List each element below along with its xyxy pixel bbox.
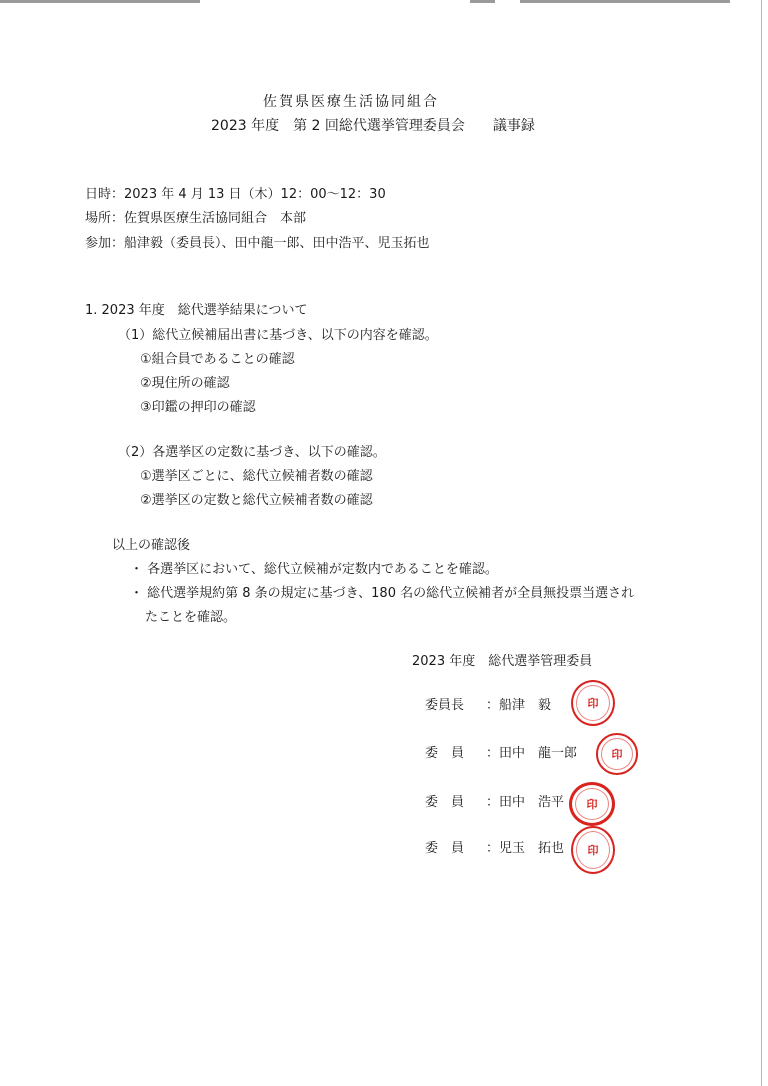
member-role: 委員長: [425, 698, 465, 713]
check-item: ①選挙区ごとに、総代立候補者数の確認: [140, 469, 373, 484]
personal-seal-stamp: [596, 733, 638, 775]
member-name: ：児玉 拓也: [486, 841, 565, 856]
check-item: ①組合員であることの確認: [140, 352, 295, 367]
member-role: 委 員: [425, 841, 465, 856]
member-name: ：田中 浩平: [486, 795, 565, 810]
seal-mark-label: 印: [611, 748, 623, 761]
scan-top-mark: [470, 0, 495, 3]
document-title: 2023 年度 第 2 回総代選挙管理委員会 議事録: [211, 118, 535, 134]
after-check-label: 以上の確認後: [112, 538, 191, 553]
scan-top-mark: [520, 0, 730, 3]
result-bullet-continued: たことを確認。: [145, 610, 237, 625]
check-item: ②現住所の確認: [140, 376, 230, 391]
check-item: ③印鑑の押印の確認: [140, 400, 256, 415]
section-heading: 1. 2023 年度 総代選挙結果について: [85, 303, 308, 318]
committee-title: 2023 年度 総代選挙管理委員: [412, 654, 593, 669]
result-bullet: ・ 総代選挙規約第 8 条の規定に基づき、180 名の総代立候補者が全員無投票当選され: [130, 586, 635, 601]
member-role: 委 員: [425, 746, 465, 761]
member-name: ：田中 龍一郎: [486, 746, 578, 761]
personal-seal-stamp: [569, 782, 615, 826]
seal-mark-label: 印: [587, 844, 599, 857]
page-edge-line: [761, 0, 762, 1086]
subsection-heading: （1）総代立候補届出書に基づき、以下の内容を確認。: [118, 328, 438, 343]
member-name: ：船津 毅: [486, 698, 552, 713]
seal-mark-label: 印: [587, 697, 599, 710]
result-bullet: ・ 各選挙区において、総代立候補が定数内であることを確認。: [130, 562, 498, 577]
check-item: ②選挙区の定数と総代立候補者数の確認: [140, 493, 373, 508]
meeting-datetime: 日時：2023 年 4 月 13 日（木）12：00〜12：30: [85, 187, 386, 202]
member-role: 委 員: [425, 795, 465, 810]
subsection-heading: （2）各選挙区の定数に基づき、以下の確認。: [118, 445, 386, 460]
organization-name: 佐賀県医療生活協同組合: [263, 94, 439, 110]
meeting-attendees: 参加：船津毅（委員長）、田中龍一郎、田中浩平、児玉拓也: [85, 236, 430, 251]
meeting-place: 場所：佐賀県医療生活協同組合 本部: [85, 211, 307, 226]
personal-seal-stamp: [571, 826, 615, 874]
scan-top-mark: [0, 0, 200, 3]
seal-mark-label: 印: [586, 798, 598, 811]
personal-seal-stamp: [571, 680, 615, 726]
